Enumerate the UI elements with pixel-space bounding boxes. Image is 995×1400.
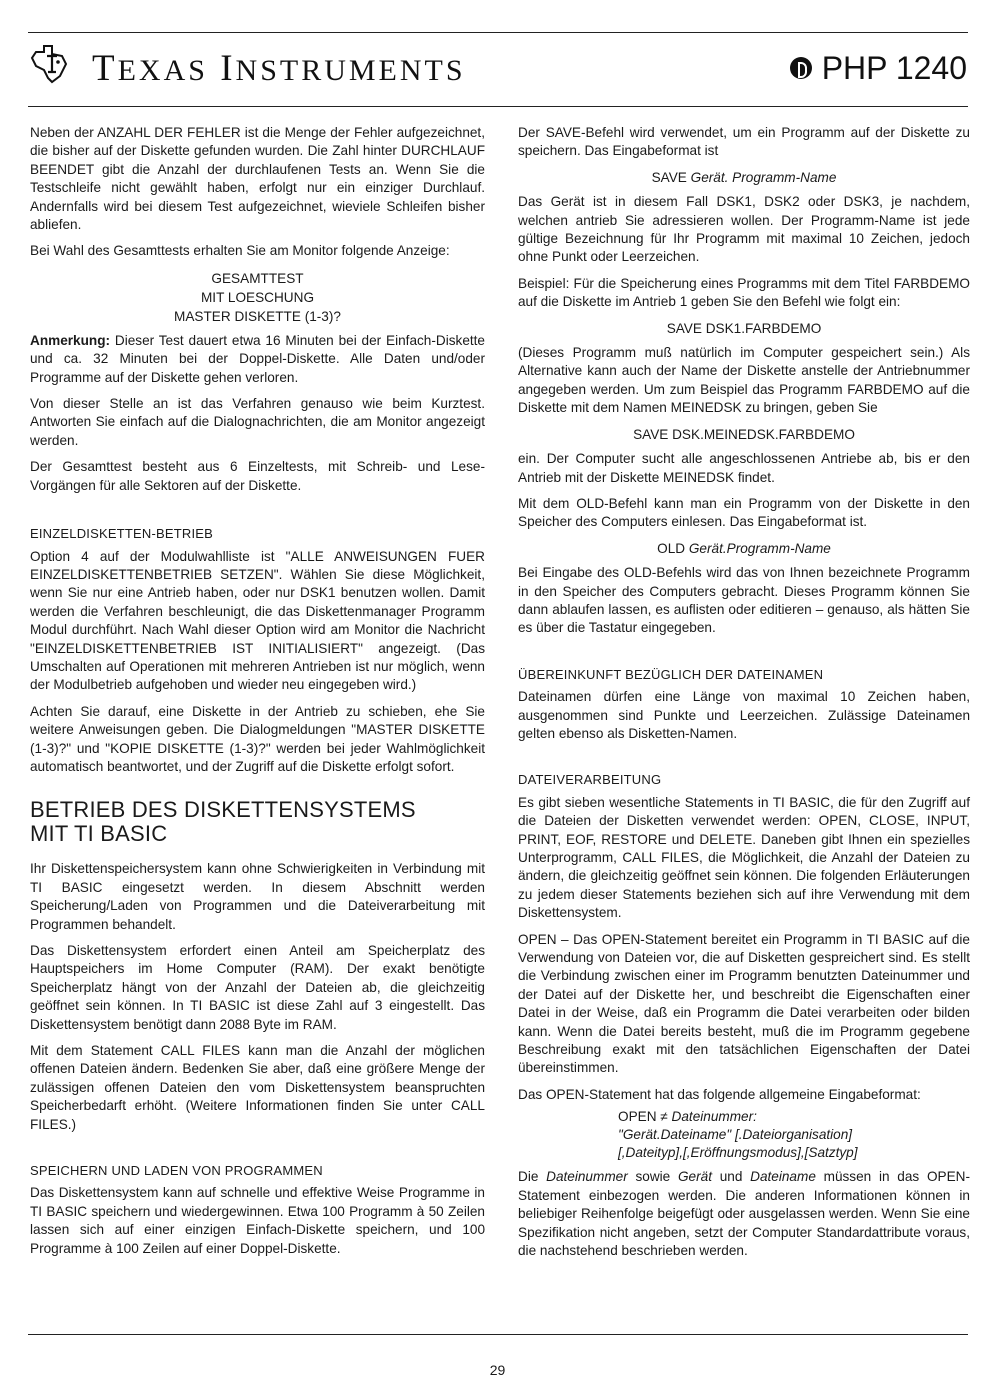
- text-run: und: [711, 1169, 751, 1185]
- footer-rule: [28, 1334, 968, 1335]
- paragraph: Von dieser Stelle an ist das Verfahren genauso wie beim Kurztest. Antworten Sie einfach auf die Dialognachrichten, die am Monitor angezeigt werden.: [30, 396, 485, 448]
- syntax-command: SAVE: [651, 169, 691, 185]
- header-rule: [28, 106, 968, 107]
- syntax-line: [518, 540, 970, 558]
- text-run: Die: [518, 1169, 547, 1185]
- syntax-command: OPEN ≠: [618, 1109, 672, 1125]
- syntax-args: "Gerät.Dateiname" [.Dateiorganisation]: [618, 1127, 853, 1143]
- paragraph: Das Diskettensystem kann auf schnelle und effektive Weise Programme in TI BASIC speichern und wiedergewinnen. Etwa 100 Programm à 50 Zeilen lassen sich auf einer einzigen Einfach-Diskette speichern, und 100 Programme à 100 Zeilen auf einer Doppel-Diskette.: [30, 1185, 485, 1256]
- text-run: sowie: [627, 1169, 678, 1185]
- syntax-args: Gerät. Programm-Name: [690, 169, 837, 185]
- example-line: SAVE DSK1.FARBDEMO: [666, 320, 822, 336]
- syntax-line: [618, 1144, 970, 1162]
- syntax-args: [,Dateityp],[,Eröffnungsmodus],[Satztyp]: [618, 1145, 858, 1161]
- brand-second-rest: NSTRUMENTS: [235, 54, 466, 87]
- paragraph: Es gibt sieben wesentliche Statements in TI BASIC, die für den Zugriff auf die Dateien der Disketten verwendet werden: OPEN, CLOSE, INPUT, PRINT, EOF, RESTORE und DELETE. Daneben gibt Ihnen ein spezielles Unterprogramm, CALL FILES, die Möglichkeit, die Anzahl der Dateien zu ändern, die gleichzeitig geöffnet sein können. Die folgenden Erläuterungen zu jedem dieser Statements beziehen sich auf ihre Verwendung mit dem Diskettensystem.: [518, 794, 970, 921]
- paragraph: Bei Eingabe des OLD-Befehls wird das von Ihnen bezeichnete Programm in den Speicher des Computers gebracht. Dieses Programm können Sie dann ablaufen lassen, es auflisten oder editieren – genauso, als hätten Sie es über die Tastatur eingegeben.: [518, 565, 970, 636]
- paragraph: Der Gesamttest besteht aus 6 Einzeltests, mit Schreib- und Lese-Vorgängen für alle Sektoren auf der Diskette.: [30, 459, 485, 493]
- brand-first-rest: EXAS: [117, 54, 208, 87]
- section-heading: ÜBEREINKUNFT BEZÜGLICH DER DATEINAMEN: [518, 666, 824, 682]
- brand-second-cap: I: [220, 48, 236, 89]
- paragraph: Ihr Diskettenspeichersystem kann ohne Schwierigkeiten in Verbindung mit TI BASIC eingesetzt werden. In diesem Abschnitt werden Speicherung/Laden von Programmen und die Dateiverarbeitung mit Programmen behandelt.: [30, 861, 485, 932]
- section-heading: DATEIVERARBEITUNG: [518, 772, 662, 788]
- texas-instruments-logo-icon: [28, 42, 72, 86]
- paragraph: Der SAVE-Befehl wird verwendet, um ein Programm auf der Diskette zu speichern. Das Eingabeformat ist: [518, 125, 970, 159]
- model-label: [790, 52, 967, 84]
- chapter-heading-line: BETRIEB DES DISKETTENSYSTEMS: [30, 797, 416, 823]
- paragraph: Bei Wahl des Gesamttests erhalten Sie am Monitor folgende Anzeige:: [30, 243, 450, 259]
- chapter-heading: [30, 798, 485, 846]
- note-text: Dieser Test dauert etwa 16 Minuten bei der Einfach-Diskette und ca. 32 Minuten bei der Doppel-Diskette. Alle Daten und/oder Programme auf der Diskette gehen verloren.: [30, 332, 485, 385]
- syntax-line: [618, 1108, 970, 1126]
- paragraph: Dateinamen dürfen eine Länge von maximal 10 Zeichen haben, ausgenommen sind Punkte und Leerzeichen. Zulässige Dateinamen gelten ebenso als Disketten-Namen.: [518, 689, 970, 741]
- page-number: 29: [489, 1362, 506, 1378]
- paragraph: (Dieses Programm muß natürlich im Computer gespeichert sein.) Als Alternative kann auch der Name der Diskette anstelle der Antriebnummer angegeben werden. Um zum Beispiel das Programm FARBDEMO auf die Diskette mit dem Namen MEINEDSK zu bringen, geben Sie: [518, 345, 970, 416]
- note-label: Anmerkung:: [30, 332, 111, 348]
- syntax-args: Dateinummer:: [671, 1109, 757, 1125]
- brand-name: [92, 50, 466, 87]
- paragraph: Option 4 auf der Modulwahlliste ist "ALLE ANWEISUNGEN FUER EINZELDISKETTENBETRIEB SETZEN". Wählen Sie diese Möglichkeit, wenn Sie nur eine Antrieb haben, oder nur DSK1 benutzen wollen. Damit werden die Verfahren beschleunigt, die das Diskettenmanager Programm Modul durchführt. Nach Wahl dieser Option wird am Monitor die Nachricht "EINZELDISKETTENBETRIEB IST INITIALISIERT" angezeigt. (Das Umschalten auf Operationen mit mehreren Antrieben ist nur möglich, wenn der Modulbetrieb aufgehoben und wieder neu eingegeben wird.): [30, 548, 485, 693]
- paragraph: Das Diskettensystem erfordert einen Anteil am Speicherplatz des Hauptspeichers im Home Computer (RAM). Der exakt benötigte Speicherplatz hängt von der Anzahl der Dateien ab, die gleichzeitig geöffnet sein können. In TI BASIC ist diese Zahl auf 3 eingestellt. Das Diskettensystem benötigt dann 2088 Byte im RAM.: [30, 943, 485, 1032]
- right-column: [518, 124, 970, 1268]
- brand-first-cap: T: [92, 48, 118, 89]
- paragraph: ein. Der Computer sucht alle angeschlossenen Antriebe ab, bis er den Antrieb mit der Diskette MEINEDSK findet.: [518, 451, 970, 485]
- paragraph: Mit dem Statement CALL FILES kann man die Anzahl der möglichen offenen Dateien ändern. Bedenken Sie aber, daß eine größere Menge der zulässigen offenen Dateien den vom Diskettensystem beanspruchten Speicherbedarft erhöht. (Weitere Informationen finden Sie unter CALL FILES.): [30, 1043, 485, 1132]
- paragraph: Das Gerät ist in diesem Fall DSK1, DSK2 oder DSK3, je nachdem, welchen antrieb Sie adressieren wollen. Der Programm-Name ist jede gültige Bezeichnung für Ihr Programm mit maximal 10 Zeichen, jedoch ohne Punkt oder Leerzeichen.: [518, 194, 970, 265]
- syntax-args: Gerät.Programm-Name: [688, 540, 831, 556]
- syntax-line: [518, 169, 970, 187]
- text-run-italic: Gerät: [677, 1169, 712, 1185]
- screen-line: MASTER DISKETTE (1-3)?: [174, 308, 341, 324]
- chapter-heading-line: MIT TI BASIC: [30, 821, 168, 847]
- model-number: PHP 1240: [821, 50, 967, 86]
- section-heading: SPEICHERN UND LADEN VON PROGRAMMEN: [30, 1163, 323, 1179]
- paragraph: Das OPEN-Statement hat das folgende allgemeine Eingabeformat:: [518, 1086, 921, 1102]
- note-paragraph: [30, 332, 485, 387]
- syntax-command: OLD: [657, 540, 689, 556]
- top-rule: [28, 32, 968, 33]
- paragraph: Neben der ANZAHL DER FEHLER ist die Menge der Fehler aufgezeichnet, die bisher auf der Diskette gefunden wurden. Die Zahl hinter DURCHLAUF BEENDET gibt die Anzahl der durchlaufenen Tests an. Wenn Sie die Testschleife nicht gewählt haben, erfolgt nur ein einziger Durchlauf. Andernfalls wird bei diesem Test aufgezeichnet, wieviele Schleifen bisher abliefen.: [30, 125, 485, 233]
- text-run-italic: Dateinummer: [546, 1169, 628, 1185]
- example-line: SAVE DSK.MEINEDSK.FARBDEMO: [633, 426, 855, 442]
- paragraph: [518, 1168, 970, 1260]
- open-syntax-block: [618, 1108, 970, 1162]
- left-column: [30, 124, 485, 1266]
- paragraph: Mit dem OLD-Befehl kann man ein Programm von der Diskette in den Speicher des Computers einlesen. Das Eingabeformat ist.: [518, 495, 970, 530]
- paragraph: Achten Sie darauf, eine Diskette in der Antrieb zu schieben, ehe Sie weitere Anweisungen geben. Die Dialogmeldungen "MASTER DISKETTE (1-3)?" und "KOPIE DISKETTE (1-3)?" werden bei jeder Wahlmöglichkeit automatisch beantwortet, und der Zugriff auf die Diskette erfolgt sofort.: [30, 703, 485, 774]
- paragraph: OPEN – Das OPEN-Statement bereitet ein Programm in TI BASIC auf die Verwendung von Dateien vor, die auf Disketten gespreichert sind. Es stellt die Verbindung zwischen einer im Programm benutzten Dateinummer und der Datei auf der Diskette her, und beschreibt die Eigenschaften einer Datei in der Weise, daß ein Programm die Datei verarbeiten oder bilden kann. Wenn die Datei bereits besteht, muß die im Programm gegebene Beschreibung exakt mit den tatsächlichen Eigenschaften der Datei übereinstimmen.: [518, 931, 970, 1076]
- screen-display: [30, 269, 485, 326]
- paragraph: Beispiel: Für die Speicherung eines Programms mit dem Titel FARBDEMO auf die Diskette im Antrieb 1 geben Sie den Befehl wie folgt ein:: [518, 275, 970, 310]
- section-heading: EINZELDISKETTEN-BETRIEB: [30, 526, 214, 542]
- screen-line: GESAMTTEST: [211, 270, 304, 286]
- screen-line: MIT LOESCHUNG: [200, 289, 315, 305]
- syntax-line: [618, 1126, 970, 1144]
- text-run: müssen in das OPEN-Statement einbezogen werden. Die anderen Informationen können in beliebiger Reihenfolge beigefügt oder ausgelassen werden. Wenn Sie eine Spezifikation nicht angeben, setzt der Computer Standardattribute voraus, die nachstehend beschrieben werden.: [518, 1169, 970, 1258]
- text-run-italic: Dateiname: [750, 1169, 816, 1185]
- ti-mark-icon: [790, 57, 812, 79]
